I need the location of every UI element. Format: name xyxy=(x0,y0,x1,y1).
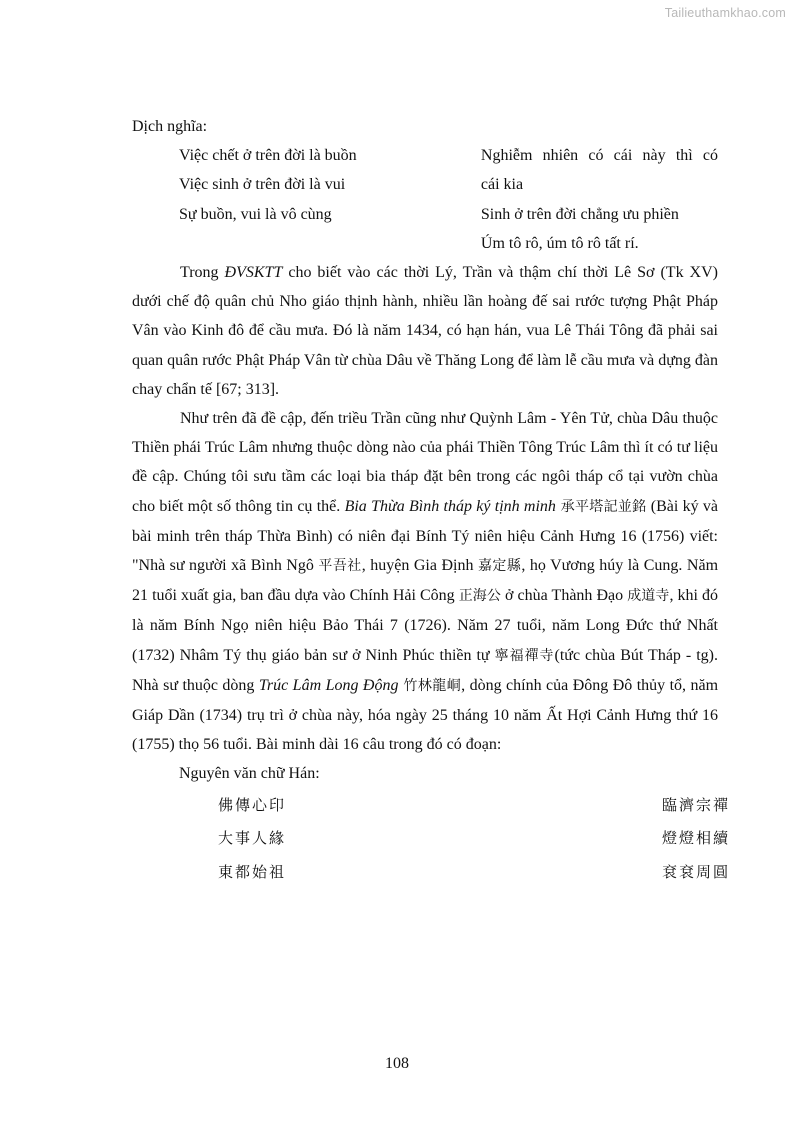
poem-line: Nghiễm nhiên có cái này thì có xyxy=(480,147,718,165)
han-text: 正海公 xyxy=(458,588,501,605)
han-text: 竹林龍峒 xyxy=(398,677,462,694)
han-text: 平吾社 xyxy=(318,558,362,575)
text: (Bài ký và bài minh trên tháp Thừa Bình) có niên đại Bính Tý niên hiệu Cảnh Hưng 16 (1756) viết: "Nhà sư người xã Bình Ngô xyxy=(132,497,718,575)
document-page xyxy=(132,112,730,889)
han-verse-right: 袞袞周圓 xyxy=(661,862,730,881)
italic-text: ĐVSKTT xyxy=(224,264,283,282)
text: ở chùa Thành Đạo xyxy=(500,587,628,605)
translation-label: Dịch nghĩa: xyxy=(132,118,208,135)
poem-line: Sinh ở trên đời chẳng ưu phiền xyxy=(480,205,679,223)
watermark: Tailieuthamkhao.com xyxy=(664,6,786,20)
paragraph-truc-lam xyxy=(132,404,718,759)
han-text: 寧福禪寺 xyxy=(494,647,555,664)
text: , họ Vương húy là Cung. Năm 21 tuổi xuất gia, ban đầu dựa vào Chính Hải Công xyxy=(132,557,719,605)
poem-line: Việc sinh ở trên đời là vui xyxy=(179,176,346,194)
text: , dòng chính của Đông Đô thủy tổ, năm Giáp Dần (1734) trụ trì ở chùa này, hóa ngày 25 tháng 10 năm Ất Hợi Cảnh Hưng thứ 16 (1755) thọ 56 tuổi. Bài minh dài 16 câu trong đó có đoạn: xyxy=(132,676,719,754)
poem-line: Sự buồn, vui là vô cùng xyxy=(179,205,332,223)
paragraph-dvsktt xyxy=(132,258,718,404)
text: , huyện Gia Định xyxy=(361,557,478,575)
poem-left-column xyxy=(132,141,478,258)
poem-line: Úm tô rô, úm tô rô tất rí. xyxy=(480,234,639,252)
han-verse-left: 大事人緣 xyxy=(218,829,287,848)
text: Như trên đã đề cập, đến triều Trần cũng như Quỳnh Lâm - Yên Tử, chùa Dâu thuộc Thiền phái Trúc Lâm nhưng thuộc dòng nào của phái Thiền Tông Trúc Lâm thì ít có tư liệu đề cập. Chúng tôi sưu tầm các loại bia tháp đặt bên trong các ngôi tháp cổ tại vườn chùa cho biết một số thông tin cụ thể. xyxy=(132,410,718,515)
han-verse-right: 臨濟宗禪 xyxy=(661,795,730,814)
han-verses xyxy=(132,789,730,890)
text: Trong xyxy=(180,264,225,282)
text: (tức chùa Bút Tháp - tg). Nhà sư thuộc dòng xyxy=(132,646,718,694)
han-text: 承平塔記並銘 xyxy=(555,498,647,515)
han-verse-left: 東都始祖 xyxy=(218,862,287,881)
text: , khi đó là năm Bính Ngọ niên hiệu Bảo Thái 7 (1726). Năm 27 tuổi, năm Long Đức thứ Nhất (1732) Nhâm Tý thụ giáo bản sư ở Ninh Phúc thiền tự xyxy=(132,587,719,664)
han-verse-right: 燈燈相續 xyxy=(661,829,730,848)
text: cho biết vào các thời Lý, Trần và thậm chí thời Lê Sơ (Tk XV) dưới chế độ quân chủ Nho giáo thịnh hành, nhiều lần hoàng đế sai rước tượng Phật Pháp Vân vào Kinh đô để cầu mưa. Đó là năm 1434, có hạn hán, vua Lê Thái Tông đã phải sai quan quân rước Phật Pháp Vân từ chùa Dâu về Thăng Long để làm lễ cầu mưa và dựng đàn chay chẩn tế [67; 313]. xyxy=(132,264,718,398)
han-original-label: Nguyên văn chữ Hán: xyxy=(179,765,320,783)
page-number: 108 xyxy=(385,1055,409,1072)
italic-text: Trúc Lâm Long Động xyxy=(258,676,399,694)
poem-line: cái kia xyxy=(480,176,524,194)
poem-right-column xyxy=(478,141,718,258)
han-verse-left: 佛傳心印 xyxy=(218,795,287,814)
poem-translation xyxy=(132,141,718,258)
han-text: 嘉定縣 xyxy=(477,558,522,575)
han-text: 成道寺 xyxy=(627,588,670,605)
poem-line: Việc chết ở trên đời là buồn xyxy=(179,147,357,165)
italic-text: Bia Thừa Bình tháp ký tịnh minh xyxy=(344,497,556,515)
